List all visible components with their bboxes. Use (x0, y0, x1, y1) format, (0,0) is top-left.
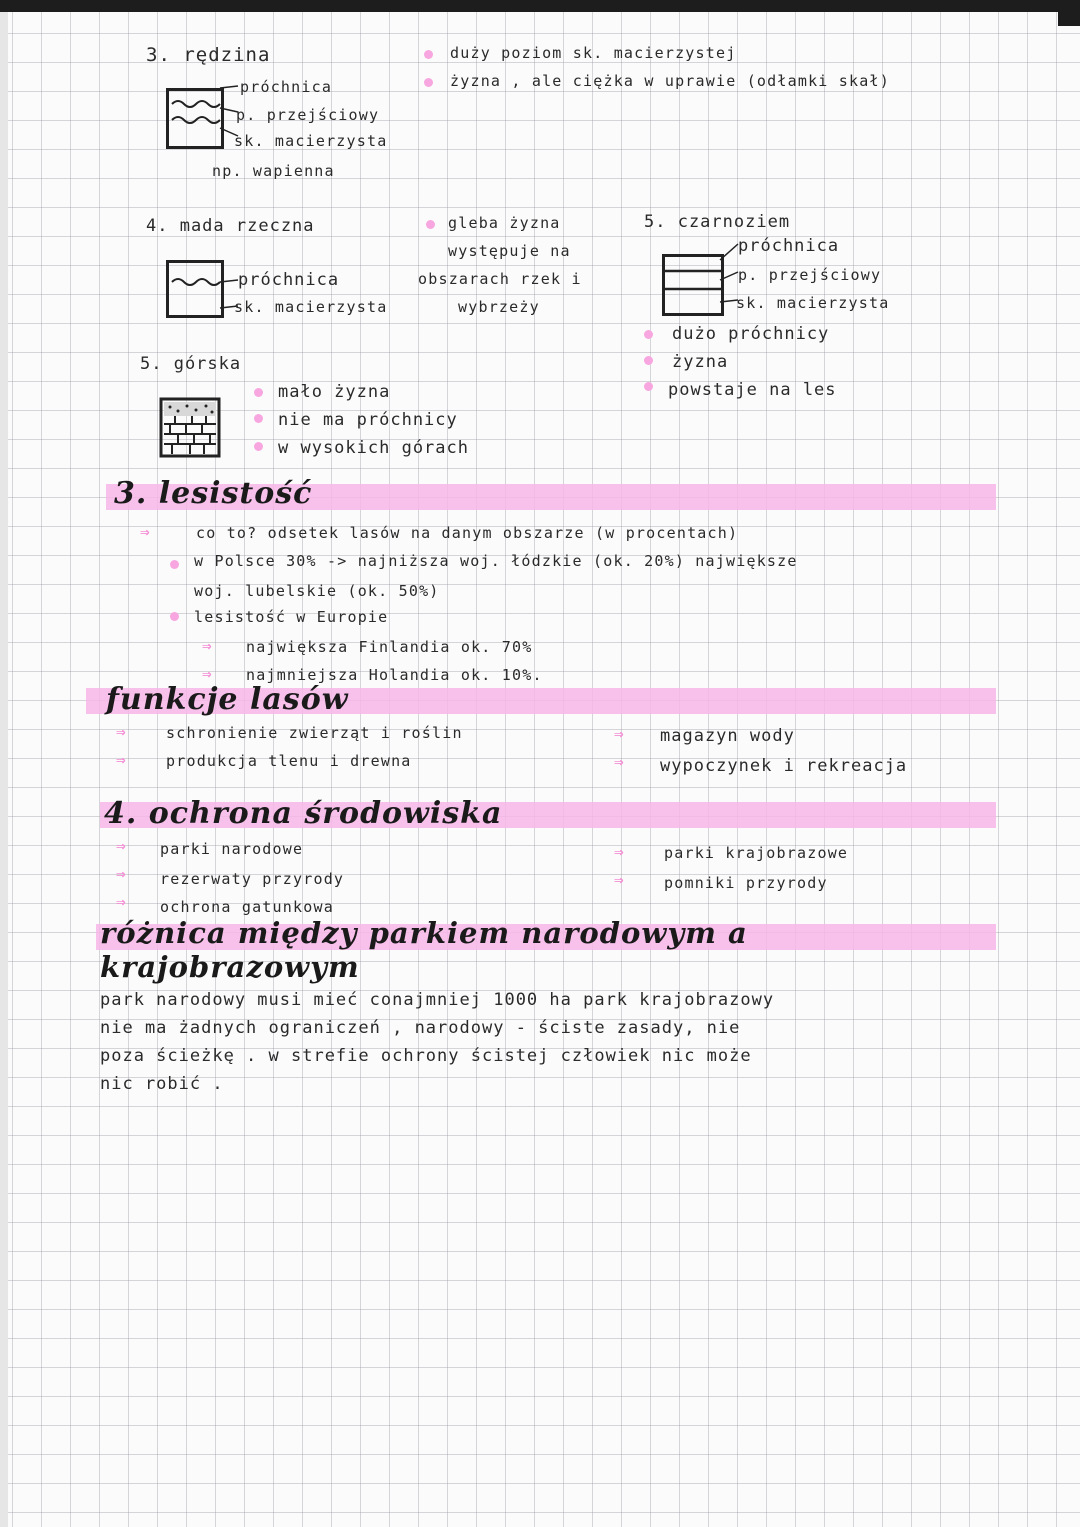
gorska-title: 5. górska (140, 354, 242, 374)
lesistosc-line-4: lesistość w Europie (194, 608, 389, 626)
gorska-note-2: nie ma próchnicy (278, 410, 458, 430)
mada-layer-1: próchnica (238, 270, 340, 290)
funkcje-heading: funkcje lasów (106, 682, 349, 717)
mada-layer-2: sk. macierzysta (234, 298, 388, 316)
mada-note-1: gleba żyzna (448, 214, 561, 232)
lesistosc-heading: 3. lesistość (114, 476, 313, 511)
lesistosc-line-1: co to? odsetek lasów na danym obszarze (w procentach) (196, 524, 739, 542)
lesistosc-line-6: najmniejsza Holandia ok. 10%. (246, 666, 543, 684)
ochrona-left-1: parki narodowe (160, 840, 304, 858)
bullet-dot (254, 442, 263, 451)
ochrona-left-3: ochrona gatunkowa (160, 898, 334, 916)
czarnoziem-layer-1: próchnica (738, 236, 840, 256)
arrow-bullet-icon: ⇒ (614, 724, 624, 743)
czarnoziem-note-2: żyzna (672, 352, 729, 372)
lesistosc-line-2: w Polsce 30% -> najniższa woj. łódzkie (ok. 20%) największe (194, 552, 798, 570)
roznica-line-2: nie ma żadnych ograniczeń , narodowy - ściste zasady, nie (100, 1018, 741, 1038)
ochrona-heading: 4. ochrona środowiska (104, 796, 503, 831)
czarnoziem-note-1: dużo próchnicy (672, 324, 830, 344)
lesistosc-line-5: największa Finlandia ok. 70% (246, 638, 533, 656)
mada-title: 4. mada rzeczna (146, 216, 315, 236)
mountain-soil-icon (160, 398, 220, 458)
roznica-heading-1: różnica między parkiem narodowym a (100, 916, 748, 950)
arrow-bullet-icon: ⇒ (116, 722, 126, 741)
mada-note-3: obszarach rzek i (418, 270, 582, 288)
czarnoziem-layer-3: sk. macierzysta (736, 294, 890, 312)
funkcje-right-1: magazyn wody (660, 726, 795, 746)
corner-fold (1058, 0, 1080, 26)
roznica-heading-2: krajobrazowym (100, 950, 360, 984)
funkcje-right-2: wypoczynek i rekreacja (660, 756, 908, 776)
arrow-bullet-icon: ⇒ (116, 892, 126, 911)
rendzina-note-1: duży poziom sk. macierzystej (450, 44, 737, 62)
arrow-bullet-icon: ⇒ (202, 636, 212, 655)
czarnoziem-note-3: powstaje na les (668, 380, 837, 400)
arrow-bullet-icon: ⇒ (116, 836, 126, 855)
arrow-bullet-icon: ⇒ (614, 752, 624, 771)
rendzina-layer-3: sk. macierzysta (234, 132, 388, 150)
czarnoziem-title: 5. czarnoziem (644, 212, 791, 232)
arrow-bullet-icon: ⇒ (614, 870, 624, 889)
gorska-note-1: mało żyzna (278, 382, 391, 402)
arrow-bullet-icon: ⇒ (614, 842, 624, 861)
bullet-dot (254, 388, 263, 397)
bullet-dot (644, 356, 653, 365)
ochrona-right-1: parki krajobrazowe (664, 844, 849, 862)
mada-note-2: występuje na (448, 242, 571, 260)
layer-lines-icon (662, 254, 724, 314)
lesistosc-line-3: woj. lubelskie (ok. 50%) (194, 582, 440, 600)
wave-layer-icon (166, 88, 224, 148)
bullet-dot (424, 50, 433, 59)
roznica-line-3: poza ścieżkę . w strefie ochrony ścistej człowiek nic może (100, 1046, 752, 1066)
arrow-bullet-icon: ⇒ (202, 664, 212, 683)
ochrona-left-2: rezerwaty przyrody (160, 870, 345, 888)
rendzina-note-2: żyzna , ale ciężka w uprawie (odłamki skał) (450, 72, 890, 90)
top-border (0, 0, 1080, 12)
bullet-dot (644, 382, 653, 391)
arrow-bullet-icon: ⇒ (116, 750, 126, 769)
bullet-dot (426, 220, 435, 229)
bullet-dot (170, 560, 179, 569)
rendzina-caption: np. wapienna (212, 162, 335, 180)
rendzina-title: 3. rędzina (146, 44, 271, 66)
czarnoziem-layer-2: p. przejściowy (738, 266, 882, 284)
mada-note-4: wybrzeży (458, 298, 540, 316)
ochrona-right-2: pomniki przyrody (664, 874, 828, 892)
arrow-bullet-icon: ⇒ (116, 864, 126, 883)
bullet-dot (170, 612, 179, 621)
funkcje-left-1: schronienie zwierząt i roślin (166, 724, 463, 742)
wave-layer-icon (166, 260, 224, 316)
rendzina-layer-2: p. przejściowy (236, 106, 380, 124)
funkcje-left-2: produkcja tlenu i drewna (166, 752, 412, 770)
gorska-note-3: w wysokich górach (278, 438, 469, 458)
bullet-dot (424, 78, 433, 87)
bullet-dot (254, 414, 263, 423)
bullet-dot (644, 330, 653, 339)
roznica-line-4: nic robić . (100, 1074, 224, 1094)
page-edge-shadow (0, 0, 8, 1527)
rendzina-layer-1: próchnica (240, 78, 333, 96)
arrow-bullet-icon: ⇒ (140, 522, 150, 541)
roznica-line-1: park narodowy musi mieć conajmniej 1000 ha park krajobrazowy (100, 990, 775, 1010)
